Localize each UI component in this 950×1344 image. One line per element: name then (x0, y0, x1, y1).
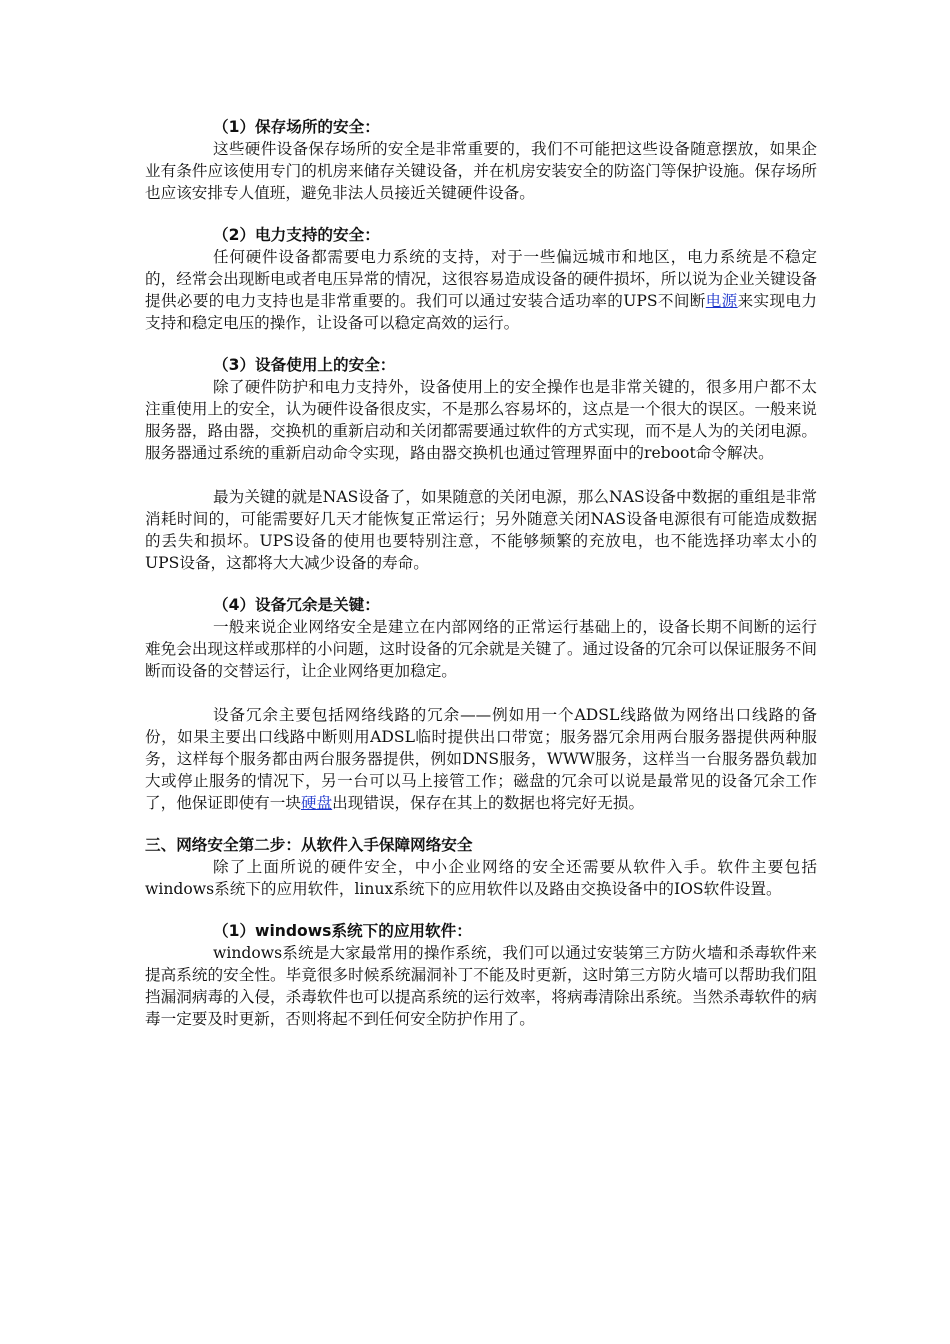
paragraph-nas-devices: 最为关键的就是NAS设备了，如果随意的关闭电源，那么NAS设备中数据的重组是非常消耗时间的，可能需要好几天才能恢复正常运行；另外随意关闭NAS设备电源很有可能造成数据的丢失和损坏。UPS设备的使用也要特别注意，不能够频繁的充放电，也不能选择功率太小的UPS设备，这都将大大减少设备的寿命。 (145, 488, 817, 572)
section-heading-power-security: （2）电力支持的安全： (213, 226, 380, 244)
hard-disk-link[interactable]: 硬盘 (300, 794, 333, 812)
paragraph-redundancy-text-before: 设备冗余主要包括网络线路的冗余——例如用一个ADSL线路做为网络出口线路的备份，如果主要出口线路中断则用ADSL临时提供出口带宽；服务器冗余用两台服务器提供两种服务，这样每个服务都由两台服务器提供，例如DNS服务，WWW服务，这样当一台服务器负载加大或停止服务的情况下，另一台可以马上接管工作；磁盘的冗余可以说是最常见的设备冗余工作了，他保证即使有一块 (145, 706, 817, 812)
paragraph-software-security: 除了上面所说的硬件安全，中小企业网络的安全还需要从软件入手。软件主要包括windows系统下的应用软件，linux系统下的应用软件以及路由交换设备中的IOS软件设置。 (145, 858, 817, 898)
paragraph-usage-security: 除了硬件防护和电力支持外，设备使用上的安全操作也是非常关键的，很多用户都不太注重使用上的安全，认为硬件设备很皮实，不是那么容易坏的，这点是一个很大的误区。一般来说服务器，路由器，交换机的重新启动和关闭都需要通过软件的方式实现，而不是人为的关闭电源。服务器通过系统的重新启动命令实现，路由器交换机也通过管理界面中的reboot命令解决。 (145, 378, 817, 462)
paragraph-power-text-before: 任何硬件设备都需要电力系统的支持，对于一些偏远城市和地区，电力系统是不稳定的，经常会出现断电或者电压异常的情况，这很容易造成设备的硬件损坏，所以说为企业关键设备提供必要的电力支持也是非常重要的。我们可以通过安装合适功率的UPS不间断 (145, 248, 817, 310)
section-heading-redundancy: （4）设备冗余是关键： (213, 596, 380, 614)
document-page (145, 116, 817, 1030)
paragraph-power-text-after: 来实现电力支持和稳定电压的操作，让设备可以稳定高效的运行。 (145, 292, 817, 332)
paragraph-redundancy-text-after: 出现错误，保存在其上的数据也将完好无损。 (332, 794, 645, 812)
paragraph-redundancy: 一般来说企业网络安全是建立在内部网络的正常运行基础上的，设备长期不间断的运行难免会出现这样或那样的小问题，这时设备的冗余就是关键了。通过设备的冗余可以保证服务不间断而设备的交替运行，让企业网络更加稳定。 (145, 618, 817, 680)
paragraph-power-security (145, 246, 817, 334)
paragraph-storage-security: 这些硬件设备保存场所的安全是非常重要的，我们不可能把这些设备随意摆放，如果企业有条件应该使用专门的机房来储存关键设备，并在机房安装安全的防盗门等保护设施。保存场所也应该安排专人值班，避免非法人员接近关键硬件设备。 (145, 140, 817, 202)
section-heading-windows-software: （1）windows系统下的应用软件： (213, 922, 472, 940)
paragraph-redundancy-details (145, 704, 817, 814)
section-heading-usage-security: （3）设备使用上的安全： (213, 356, 396, 374)
section-heading-storage-security: （1）保存场所的安全： (213, 118, 380, 136)
paragraph-windows-software: windows系统是大家最常用的操作系统，我们可以通过安装第三方防火墙和杀毒软件来提高系统的安全性。毕竟很多时候系统漏洞补丁不能及时更新，这时第三方防火墙可以帮助我们阻挡漏洞病毒的入侵，杀毒软件也可以提高系统的运行效率，将病毒清除出系统。当然杀毒软件的病毒一定要及时更新，否则将起不到任何安全防护作用了。 (145, 944, 817, 1028)
part-heading-software-security: 三、网络安全第二步：从软件入手保障网络安全 (145, 836, 473, 854)
power-supply-link[interactable]: 电源 (705, 292, 738, 310)
